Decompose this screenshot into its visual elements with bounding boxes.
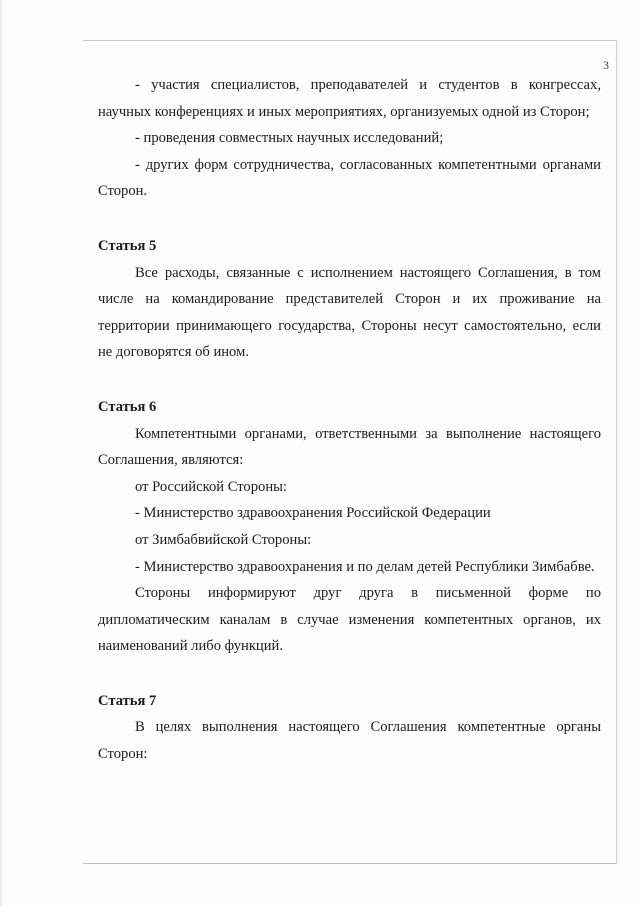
spacer <box>98 660 601 688</box>
scan-edge <box>0 0 3 906</box>
article-5-heading: Статья 5 <box>98 237 157 254</box>
article-6-ru-label: от Российской Стороны: <box>135 478 287 495</box>
document-body <box>98 72 601 768</box>
article-6-notice: Стороны информируют друг друга в письменной форме по дипломатическим каналам в случае изменения компетентных органов, их наименований либо функций. <box>98 585 601 655</box>
list-item: - проведения совместных научных исследований; <box>135 130 444 147</box>
article-6-heading: Статья 6 <box>98 398 157 415</box>
article-6-zw-body: - Министерство здравоохранения и по делам детей Республики Зимбабве. <box>135 558 595 575</box>
list-item: - участия специалистов, преподавателей и студентов в конгрессах, научных конференциях и иных мероприятиях, организуемых одной из Сторон; <box>98 77 601 120</box>
article-5-text: Все расходы, связанные с исполнением настоящего Соглашения, в том числе на командирование представителей Сторон и их проживание на территории принимающего государства, Стороны несут самостоятельно, если не договорятся об ином. <box>98 264 601 361</box>
article-6-ru-body: - Министерство здравоохранения Российской Федерации <box>135 505 491 522</box>
article-6-intro: Компетентными органами, ответственными за выполнение настоящего Соглашения, являются: <box>98 425 601 469</box>
spacer <box>98 366 601 394</box>
article-7-text: В целях выполнения настоящего Соглашения компетентные органы Сторон: <box>98 719 601 763</box>
list-item: - других форм сотрудничества, согласованных компетентными органами Сторон. <box>98 156 601 200</box>
spacer <box>98 205 601 233</box>
article-6-zw-label: от Зимбабвийской Стороны: <box>135 531 312 548</box>
article-7-heading: Статья 7 <box>98 692 157 709</box>
page-number: 3 <box>603 58 609 72</box>
